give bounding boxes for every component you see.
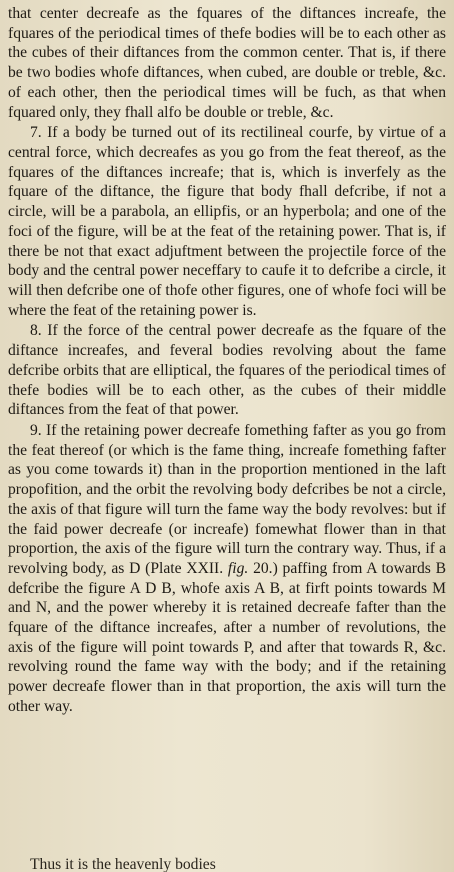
paragraph-9-text-after: 20.) paffing from A towards B defcribe the figure A D B, whofe axis A B, at firft points towards M and N, and the power whereby it is retained decreafe fafter than the fquare of the diftance increafes, after a number of revolutions, the axis of the figure will point towards P, and after that towards R, &c. revolving round the fame way with the body; and if the retaining power decreafe flower than in that proportion, the axis will turn the other way. [8,559,446,715]
figure-abbreviation: fig. [227,559,249,577]
paragraph-9 [8,421,446,717]
cut-off-bottom-line: Thus it is the heavenly bodies [30,856,216,872]
page-text [8,4,446,718]
paragraph-8: 8. If the force of the central power decreafe as the fquare of the diftance increafes, and feveral bodies revolving about the fame defcribe orbits that are elliptical, the fquares of the periodical times of thefe bodies will be to each other, as the cubes of their middle diftances from the feat of that power. [8,322,446,419]
paragraph-6-continuation: that center decreafe as the fquares of the diftances increafe, the fquares of the periodical times of thefe bodies will be to each other as the cubes of their diftances from the common center. That is, if there be two bodies whofe diftances, when cubed, are double or treble, &c. of each other, then the periodical times will be fuch, as that when fquared only, they fhall alfo be double or treble, &c. [8,5,446,121]
paragraph-7: 7. If a body be turned out of its rectilineal courfe, by virtue of a central force, which decreafes as you go from the feat thereof, as the fquares of the diftances increafe; that is, which is inverfely as the fquare of the diftance, the figure that body fhall defcribe, if not a circle, will be a parabola, an ellipfis, or an hyperbola; and one of the foci of the figure, will be at the feat of the retaining power. That is, if there be not that exact adjuftment between the projectile force of the body and the central power neceffary to caufe it to defcribe a circle, it will then defcribe one of thofe other figures, one of whofe foci will be where the feat of the retaining power is. [8,124,446,319]
paragraph-9-text-before: 9. If the retaining power decreafe fomething fafter as you go from the feat thereof (or which is the fame thing, increafe fomething fafter as you come towards it) than in the proportion mentioned in the laft propofition, and the orbit the revolving body defcribes be not a circle, the axis of that figure will turn the fame way the body revolves: but if the faid power decreafe (or increafe) fomewhat flower than in that proportion, the axis of the figure will turn the contrary way. Thus, if a revolving body, as D (Plate XXII. [8,422,446,577]
